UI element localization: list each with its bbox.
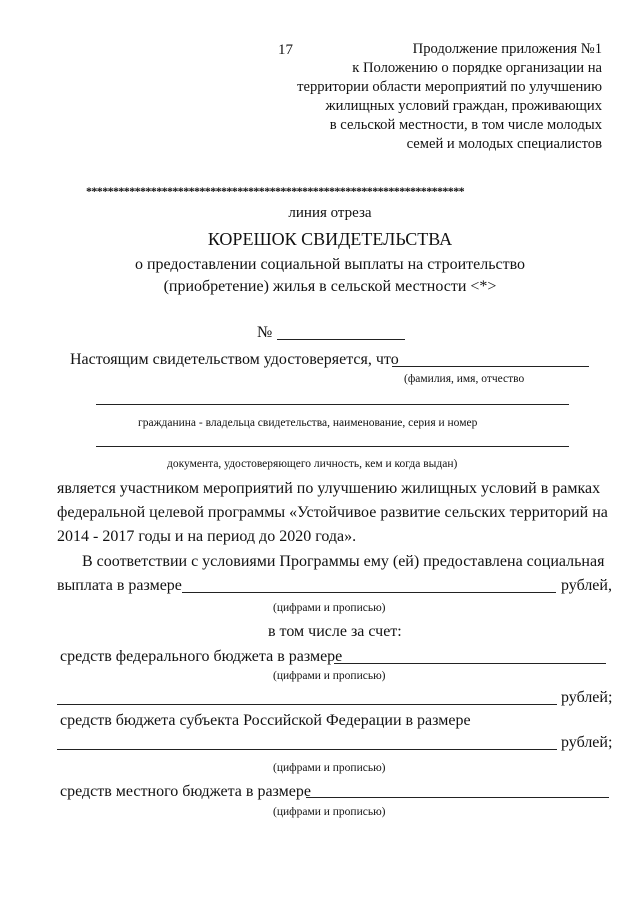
payment-label: выплата в размере: [57, 577, 182, 594]
regional-amount-line[interactable]: [57, 749, 557, 750]
citizen-hint: гражданина - владельца свидетельства, наименование, серия и номер: [138, 417, 478, 429]
regional-budget-label: средств бюджета субъекта Российской Федерации в размере: [60, 712, 471, 729]
document-title: КОРЕШОК СВИДЕТЕЛЬСТВА: [207, 229, 453, 249]
federal-budget-label: средств федерального бюджета в размере: [60, 648, 343, 665]
header-line: в сельской местности, в том числе молодых: [329, 117, 602, 133]
digits-words-hint: (цифрами и прописью): [273, 602, 386, 614]
header-line: жилищных условий граждан, проживающих: [325, 98, 602, 114]
fio-field-line[interactable]: [392, 366, 589, 367]
appendix-header: [297, 40, 602, 154]
participant-text: федеральной целевой программы «Устойчивое развитие сельских территорий на: [57, 504, 608, 521]
federal-amount-line-2[interactable]: [57, 704, 557, 705]
grant-text: В соответствии с условиями Программы ему (ей) предоставлена социальная: [82, 553, 605, 570]
fio-hint: (фамилия, имя, отчество: [404, 373, 525, 385]
document-field-line[interactable]: [96, 446, 569, 447]
local-amount-line[interactable]: [306, 797, 609, 798]
cut-line-label: линия отреза: [288, 205, 372, 221]
federal-amount-line[interactable]: [334, 663, 606, 664]
header-line: Продолжение приложения №1: [412, 41, 602, 57]
cut-separator: **********************************************************************: [86, 184, 465, 198]
payment-amount-line[interactable]: [182, 592, 556, 593]
number-field-line[interactable]: [277, 339, 405, 340]
rubles-label: рублей;: [561, 734, 613, 751]
document-hint: документа, удостоверяющего личность, кем и когда выдан): [167, 458, 458, 470]
citizen-field-line[interactable]: [96, 404, 569, 405]
digits-words-hint: (цифрами и прописью): [273, 806, 386, 818]
page-number: 17: [278, 42, 293, 58]
local-budget-label: средств местного бюджета в размере: [60, 783, 311, 800]
certify-text: Настоящим свидетельством удостоверяется, что: [70, 351, 399, 368]
header-line: территории области мероприятий по улучшению: [297, 79, 602, 95]
digits-words-hint: (цифрами и прописью): [273, 670, 386, 682]
participant-text: 2014 - 2017 годы и на период до 2020 года».: [57, 528, 357, 545]
header-line: семей и молодых специалистов: [406, 136, 602, 152]
rubles-label: рублей,: [561, 577, 612, 594]
participant-text: является участником мероприятий по улучшению жилищных условий в рамках: [57, 480, 601, 497]
number-label: №: [257, 324, 273, 341]
including-label: в том числе за счет:: [268, 623, 402, 640]
document-subtitle: о предоставлении социальной выплаты на строительство: [134, 256, 526, 273]
header-line: к Положению о порядке организации на: [352, 60, 602, 76]
digits-words-hint: (цифрами и прописью): [273, 762, 386, 774]
document-subtitle: (приобретение) жилья в сельской местности <*>: [163, 278, 497, 295]
rubles-label: рублей;: [561, 689, 613, 706]
